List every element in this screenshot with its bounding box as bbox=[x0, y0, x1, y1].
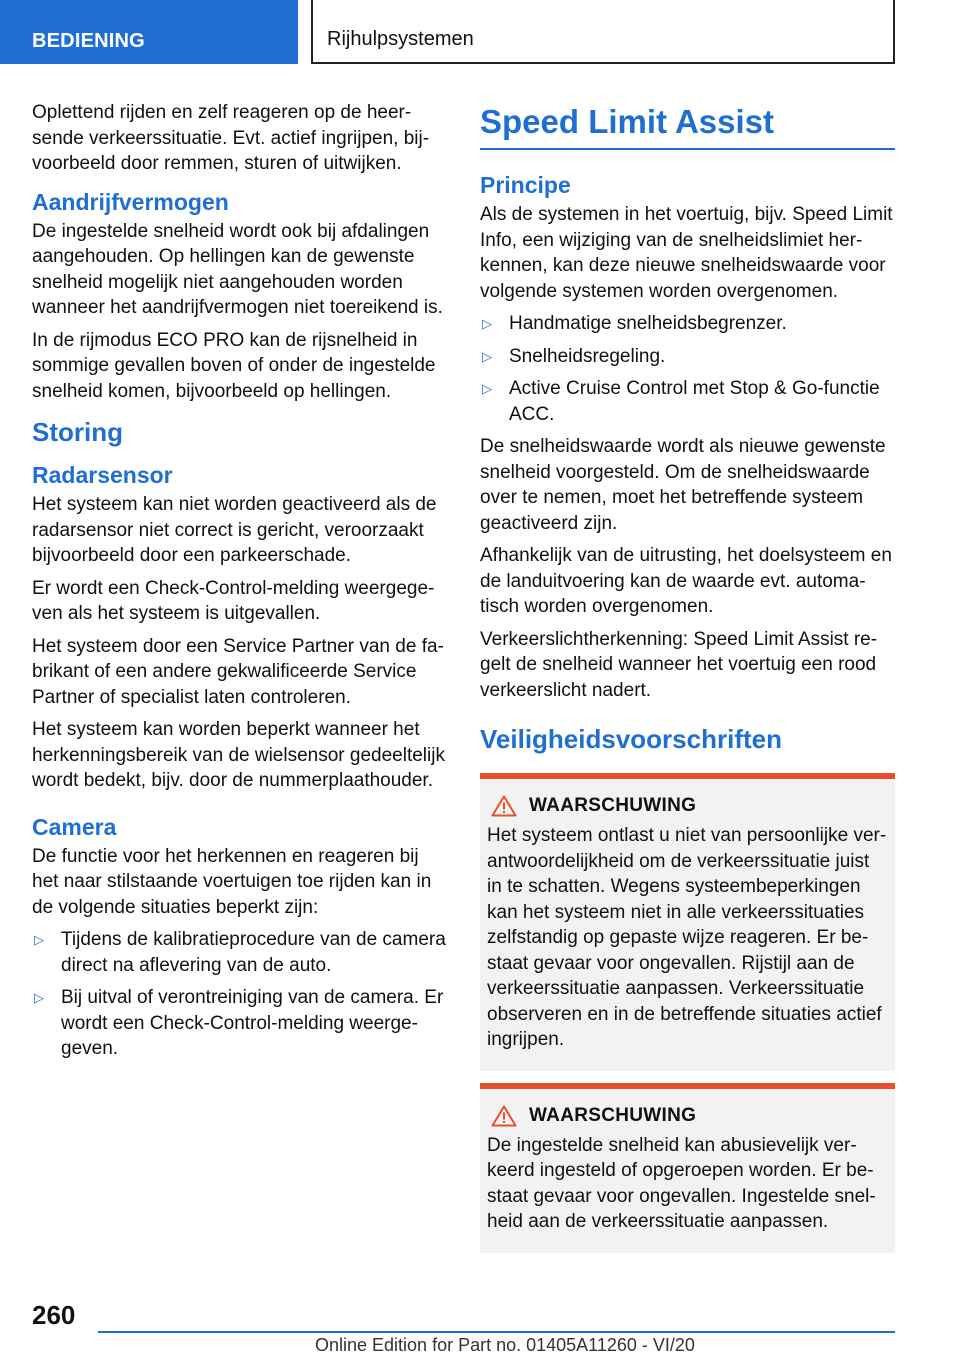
footer-divider bbox=[98, 1331, 895, 1333]
paragraph: Het systeem kan worden beperkt wanneer het herkenningsbereik van de wielsensor gedeeltelijk wordt bedekt, bijv. door de nummerplaathouder. bbox=[32, 719, 445, 791]
triangle-bullet-icon: ▷ bbox=[482, 316, 492, 331]
section-title: BEDIENING bbox=[32, 30, 145, 52]
camera-heading: Camera bbox=[32, 813, 117, 840]
paragraph: Afhankelijk van de uitrusting, het doelsysteem en de landuitvoering kan de waarde evt. automatisch worden overgenomen. bbox=[480, 545, 892, 617]
principe-heading: Principe bbox=[480, 172, 571, 198]
chapter-title: Rijhulpsystemen bbox=[327, 28, 474, 50]
paragraph: De functie voor het herkennen en reageren bij het naar stilstaande voertuigen toe rijden kan in de volgende situaties beperkt zijn: bbox=[32, 845, 432, 918]
warning-title: WAARSCHUWING bbox=[529, 795, 697, 816]
aandrijfvermogen-heading: Aandrijfvermogen bbox=[32, 188, 229, 215]
triangle-bullet-icon: ▷ bbox=[482, 348, 492, 364]
list-item bbox=[480, 376, 895, 427]
principe-list bbox=[480, 311, 895, 427]
footer-edition: Online Edition for Part no. 01405A11260 - VI/20 bbox=[315, 1335, 695, 1355]
warning-box bbox=[480, 773, 895, 1071]
intro-paragraph: Oplettend rijden en zelf reageren op de heersende verkeerssituatie. Evt. actief ingrijpen, bijvoorbeeld door remmen, sturen of uitwijken. bbox=[32, 102, 430, 174]
list-item-text: Snelheidsregeling. bbox=[509, 345, 666, 367]
section-tab bbox=[0, 0, 298, 64]
radarsensor-heading: Radarsensor bbox=[32, 462, 173, 488]
triangle-bullet-icon: ▷ bbox=[34, 932, 44, 947]
chapter-header bbox=[311, 0, 895, 64]
paragraph: In de rijmodus ECO PRO kan de rijsnelheid in sommige gevallen boven of onder de ingestelde snelheid komen, bijvoorbeeld op hellingen. bbox=[32, 329, 436, 402]
warning-title-row bbox=[487, 1105, 887, 1127]
page-number: 260 bbox=[32, 1300, 76, 1330]
list-item bbox=[480, 344, 895, 370]
list-item bbox=[32, 927, 446, 978]
camera-list bbox=[32, 927, 446, 1062]
warning-text: Het systeem ontlast u niet van persoonlijke verantwoordelijkheid om de verkeerssituatie juist in te schatten. Wegens systeembeperkingen kan het systeem niet in alle verkeerssituaties zelfstandig op gepaste wijze reageren. Er bestaat gevaar voor ongevallen. Rijstijl aan de verkeerssituatie aanpassen. Verkeerssituatie observeren en in de betreffende situaties actief ingrijpen. bbox=[487, 825, 887, 1050]
veiligheidsvoorschriften-heading: Veiligheidsvoorschriften bbox=[480, 724, 782, 754]
paragraph: De ingestelde snelheid wordt ook bij afdalingen aangehouden. Op hellingen kan de gewenste snelheid mogelijk niet aangehouden worden wanneer het aandrijfvermogen niet toereikend is. bbox=[32, 220, 443, 318]
triangle-bullet-icon: ▷ bbox=[34, 990, 44, 1005]
paragraph: Verkeerslichtherkenning: Speed Limit Assist regelt de snelheid wanneer het voertuig een rood verkeerslicht nadert. bbox=[480, 628, 878, 701]
list-item-text: Handmatige snelheidsbegrenzer. bbox=[509, 313, 787, 334]
paragraph: Het systeem door een Service Partner van de fabrikant of een andere gekwalificeerde Service Partner of specialist laten controleren. bbox=[32, 635, 444, 708]
paragraph: Als de systemen in het voertuig, bijv. Speed Limit Info, een wijziging van de snelheidslimiet herkennen, kan deze nieuwe snelheidswaarde voor volgende systemen worden overgenomen. bbox=[480, 204, 893, 302]
warning-triangle-icon bbox=[491, 1105, 517, 1127]
list-item bbox=[32, 985, 446, 1062]
storing-heading: Storing bbox=[32, 417, 123, 447]
warning-title-row bbox=[487, 795, 887, 817]
warning-box bbox=[480, 1083, 895, 1253]
section-title-speed-limit-assist: Speed Limit Assist bbox=[480, 100, 895, 150]
warning-title: WAARSCHUWING bbox=[529, 1104, 697, 1126]
paragraph: De snelheidswaarde wordt als nieuwe gewenste snelheid voorgesteld. Om de snelheidswaarde over te nemen, moet het betreffende systeem geactiveerd zijn. bbox=[480, 436, 886, 534]
triangle-bullet-icon: ▷ bbox=[482, 381, 492, 396]
list-item-text: Active Cruise Control met Stop & Go-functie ACC. bbox=[509, 378, 880, 425]
paragraph: Het systeem kan niet worden geactiveerd als de radarsensor niet correct is gericht, veroorzaakt bijvoorbeeld door een parkeerschade. bbox=[32, 494, 437, 566]
right-column bbox=[480, 100, 895, 1253]
left-column bbox=[32, 100, 446, 1069]
warning-text: De ingestelde snelheid kan abusievelijk verkeerd ingesteld of opgeroepen worden. Er bestaat gevaar voor ongevallen. Ingestelde snelheid aan de verkeerssituatie aanpassen. bbox=[487, 1134, 876, 1232]
list-item-text: Bij uitval of verontreiniging van de camera. Er wordt een Check-Control-melding weergegeven. bbox=[61, 987, 444, 1059]
list-item-text: Tijdens de kalibratieprocedure van de camera direct na aflevering van de auto. bbox=[61, 929, 446, 976]
warning-triangle-icon bbox=[491, 795, 517, 817]
list-item bbox=[480, 311, 895, 337]
paragraph: Er wordt een Check-Control-melding weergegeven als het systeem is uitgevallen. bbox=[32, 577, 435, 624]
